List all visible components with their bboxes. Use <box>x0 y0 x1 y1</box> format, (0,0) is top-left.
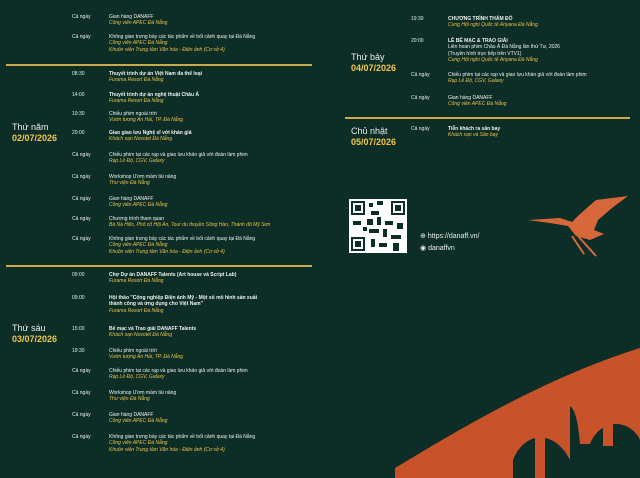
divider-thursday <box>6 265 312 267</box>
day-label-saturday: Thứ bảy 04/07/2026 <box>351 52 397 73</box>
crane-bird-illustration <box>520 196 640 264</box>
day-label-friday: Thứ sáu 03/07/2026 <box>12 323 58 344</box>
globe-icon: ⊕ <box>420 233 426 240</box>
day-label-thursday: Thứ năm 02/07/2026 <box>12 122 58 143</box>
divider-saturday <box>345 117 630 119</box>
dragon-bridge-illustration <box>395 340 640 478</box>
qr-code <box>349 199 407 253</box>
website-link[interactable]: ⊕ https://danaff.vn/ <box>420 233 480 240</box>
social-icon: ◉ <box>420 245 427 252</box>
social-handle[interactable]: ◉ danaffvn <box>420 245 455 252</box>
divider-wednesday <box>6 64 312 66</box>
day-label-sunday: Chủ nhật 05/07/2026 <box>351 126 397 147</box>
